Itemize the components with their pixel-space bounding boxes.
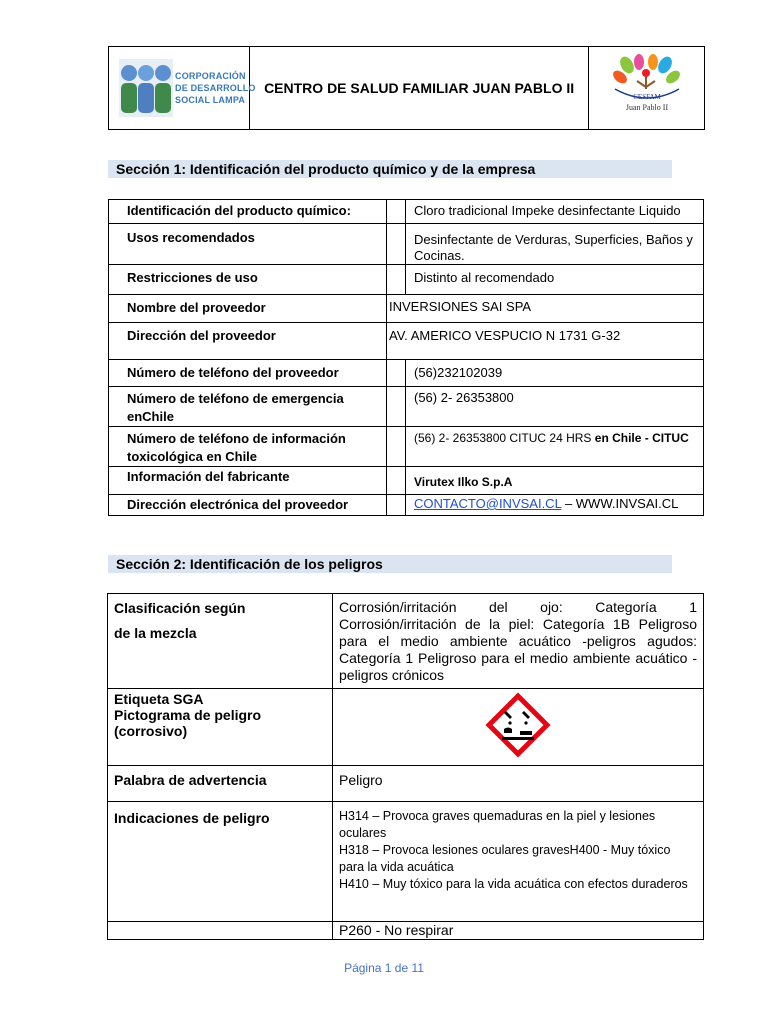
row-label: Usos recomendados bbox=[109, 224, 387, 265]
logo-left-line-3: SOCIAL LAMPA bbox=[175, 95, 246, 105]
hazard-label: Indicaciones de peligro bbox=[108, 802, 333, 922]
page-title: CENTRO DE SALUD FAMILIAR JUAN PABLO II bbox=[264, 79, 575, 96]
hazard-line-h410: H410 – Muy tóxico para la vida acuática con efectos duraderos bbox=[339, 877, 688, 891]
logo-left-cell bbox=[109, 47, 256, 130]
row-label: Nombre del proveedor bbox=[109, 295, 387, 323]
provider-website-text: – WWW.INVSAI.CL bbox=[564, 496, 679, 511]
row-label: Identificación del producto químico: bbox=[109, 200, 387, 224]
cesfam-top-text: CESFAM bbox=[632, 92, 661, 101]
row-value: AV. AMERICO VESPUCIO N 1731 G-32 bbox=[387, 323, 704, 360]
logo-right-cell bbox=[589, 47, 705, 130]
sga-label-line-1: Etiqueta SGA bbox=[114, 691, 204, 707]
corrosive-pictogram-icon bbox=[486, 693, 550, 757]
document-header bbox=[108, 46, 705, 130]
classification-label bbox=[108, 594, 333, 689]
row-value bbox=[406, 495, 704, 516]
table-row bbox=[108, 689, 704, 766]
row-value bbox=[406, 427, 704, 467]
table-row bbox=[109, 495, 704, 516]
table-row bbox=[109, 265, 704, 295]
table-row bbox=[109, 224, 704, 265]
cesfam-bottom-text: Juan Pablo II bbox=[625, 102, 668, 112]
cesfam-logo-icon bbox=[607, 55, 687, 117]
page-number: Página 1 de 11 bbox=[344, 961, 424, 975]
signal-word-label: Palabra de advertencia bbox=[108, 766, 333, 802]
classification-label-line-1: Clasificación según bbox=[114, 600, 246, 616]
table-row bbox=[109, 360, 704, 387]
pictogram-cell bbox=[333, 689, 704, 766]
row-label: Número de teléfono del proveedor bbox=[109, 360, 387, 387]
sga-label bbox=[108, 689, 333, 766]
info-phone-text: (56) 2- 26353800 CITUC 24 HRS bbox=[414, 431, 592, 445]
signal-word-value: Peligro bbox=[333, 766, 704, 802]
table-row bbox=[109, 467, 704, 495]
row-label: Número de teléfono de emergencia enChile bbox=[109, 387, 387, 427]
section-2-table bbox=[107, 593, 704, 940]
table-row bbox=[109, 387, 704, 427]
section-1-heading: Sección 1: Identificación del producto químico y de la empresa bbox=[108, 160, 672, 178]
table-row bbox=[109, 295, 704, 323]
table-row bbox=[108, 766, 704, 802]
hazard-line-h314: H314 – Provoca graves quemaduras en la piel y lesiones oculares bbox=[339, 809, 656, 840]
logo-left-line-1: CORPORACIÓN bbox=[175, 71, 246, 81]
row-label: Información del fabricante bbox=[109, 467, 387, 495]
provider-email-link[interactable]: CONTACTO@INVSAI.CL bbox=[414, 496, 562, 511]
sga-label-line-2: Pictograma de peligro bbox=[114, 707, 262, 723]
table-row bbox=[108, 922, 704, 940]
logo-left-line-2: DE DESARROLLO bbox=[175, 83, 256, 93]
row-label: Número de teléfono de información toxicológica en Chile bbox=[109, 427, 387, 467]
classification-label-line-2: de la mezcla bbox=[114, 625, 197, 641]
row-value: (56) 2- 26353800 bbox=[406, 387, 704, 427]
section-1-table bbox=[108, 199, 704, 516]
sga-label-line-3: (corrosivo) bbox=[114, 723, 188, 739]
row-value: Distinto al recomendado bbox=[406, 265, 704, 295]
row-value: Desinfectante de Verduras, Superficies, Baños y Cocinas. bbox=[406, 224, 704, 265]
row-value: (56)232102039 bbox=[406, 360, 704, 387]
table-row bbox=[108, 802, 704, 922]
info-phone-bold: en Chile - CITUC bbox=[594, 431, 689, 445]
precaution-value: P260 - No respirar bbox=[333, 922, 704, 940]
row-label: Dirección del proveedor bbox=[109, 323, 387, 360]
row-label: Dirección electrónica del proveedor bbox=[109, 495, 387, 516]
row-value: Virutex Ilko S.p.A bbox=[406, 467, 704, 495]
table-row bbox=[108, 594, 704, 689]
row-label: Restricciones de uso bbox=[109, 265, 387, 295]
table-row bbox=[109, 427, 704, 467]
table-row bbox=[109, 323, 704, 360]
hazard-statements bbox=[333, 802, 704, 922]
row-value: Cloro tradicional Impeke desinfectante Liquido bbox=[406, 200, 704, 224]
table-row bbox=[109, 200, 704, 224]
header-title-cell bbox=[249, 47, 588, 130]
hazard-line-h318: H318 – Provoca lesiones oculares gravesH400 - Muy tóxico para la vida acuática bbox=[339, 843, 671, 874]
section-2-heading: Sección 2: Identificación de los peligros bbox=[108, 555, 672, 573]
classification-value: Corrosión/irritación del ojo: Categoría 1 Corrosión/irritación de la piel: Categoría 1B Peligroso para el medio ambiente acuático -peligros agudos: Categoría 1 Peligroso para el medio ambiente acuático -peligros crónicos bbox=[333, 594, 704, 689]
corporacion-logo-icon bbox=[119, 59, 173, 117]
row-value: INVERSIONES SAI SPA bbox=[387, 295, 704, 323]
